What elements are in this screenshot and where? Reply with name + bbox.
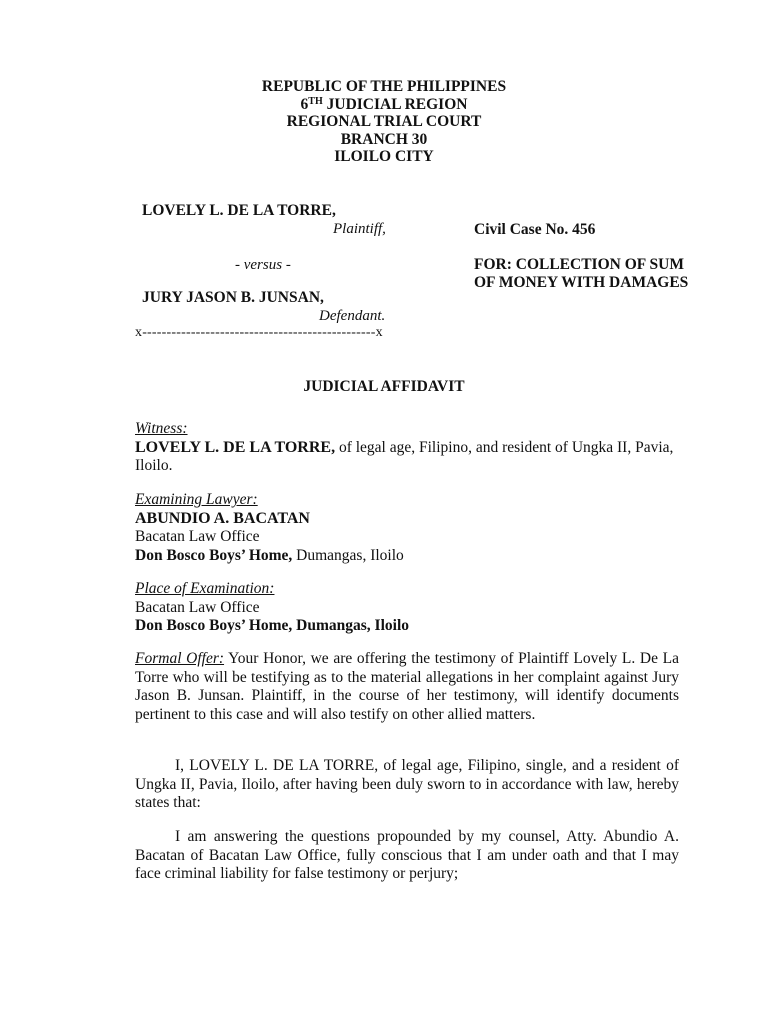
examining-lawyer-name: ABUNDIO A. BACATAN <box>135 509 310 527</box>
place-label: Place of Examination: <box>135 580 275 597</box>
versus-label: - versus - <box>235 257 291 273</box>
examining-lawyer-label: Examining Lawyer: <box>135 491 258 508</box>
case-nature <box>474 256 754 291</box>
caption-branch: BRANCH 30 <box>340 130 428 148</box>
caption-court: REGIONAL TRIAL COURT <box>286 113 482 130</box>
defendant-name: JURY JASON B. JUNSAN, <box>142 289 324 306</box>
affidavit-paragraph-2-text: I am answering the questions propounded by my counsel, Atty. Abundio A. Bacatan of Bacatan Law Office, fully conscious that I am under oath and that I may face criminal liability for false testimony or perjury; <box>135 828 679 882</box>
place-address: Don Bosco Boys’ Home, Dumangas, Iloilo <box>135 617 409 634</box>
caption-region <box>0 96 768 114</box>
caption-region-text: JUDICIAL REGION <box>322 95 468 113</box>
formal-offer-label: Formal Offer: <box>135 650 225 667</box>
caption-separator: x------------------------------------------------x <box>135 325 383 340</box>
case-number: Civil Case No. 456 <box>474 221 596 238</box>
examining-lawyer-address-bold: Don Bosco Boys’ Home, <box>135 546 293 564</box>
witness-label: Witness: <box>135 420 188 437</box>
defendant-role: Defendant. <box>319 308 386 324</box>
case-nature-line2: OF MONEY WITH DAMAGES <box>474 273 689 291</box>
examining-lawyer-section <box>135 491 679 565</box>
formal-offer-text: Your Honor, we are offering the testimony of Plaintiff Lovely L. De La Torre who will be testifying as to the material allegations in her complaint against Jury Jason B. Junsan. Plaintiff, in the course of her testimony, will identify documents pertinent to this case and will also testify on other allied matters. <box>135 650 679 723</box>
witness-section <box>135 420 679 476</box>
affidavit-paragraph-1 <box>135 757 679 813</box>
affidavit-paragraph-1-text: I, LOVELY L. DE LA TORRE, of legal age, Filipino, single, and a resident of Ungka II, Pavia, Iloilo, after having been duly sworn to in accordance with law, hereby states that: <box>135 757 679 811</box>
place-office: Bacatan Law Office <box>135 598 260 616</box>
affidavit-paragraph-2 <box>135 828 679 884</box>
examining-lawyer-office: Bacatan Law Office <box>135 528 260 545</box>
place-of-examination-section <box>135 580 679 636</box>
witness-details: of legal age, Filipino, and resident of Ungka II, Pavia, Iloilo. <box>135 438 674 474</box>
formal-offer-section <box>135 650 679 724</box>
caption-region-suffix: TH <box>308 95 323 107</box>
caption-region-number: 6 <box>300 95 309 113</box>
examining-lawyer-address-rest: Dumangas, Iloilo <box>292 546 404 564</box>
caption-republic: REPUBLIC OF THE PHILIPPINES <box>261 78 507 95</box>
witness-name: LOVELY L. DE LA TORRE, <box>135 438 336 456</box>
court-caption <box>0 78 768 166</box>
plaintiff-role: Plaintiff, <box>333 221 386 237</box>
document-title: JUDICIAL AFFIDAVIT <box>303 378 465 395</box>
case-nature-line1: FOR: COLLECTION OF SUM <box>474 256 684 273</box>
caption-city: ILOILO CITY <box>334 148 434 165</box>
plaintiff-name: LOVELY L. DE LA TORRE, <box>142 202 336 219</box>
